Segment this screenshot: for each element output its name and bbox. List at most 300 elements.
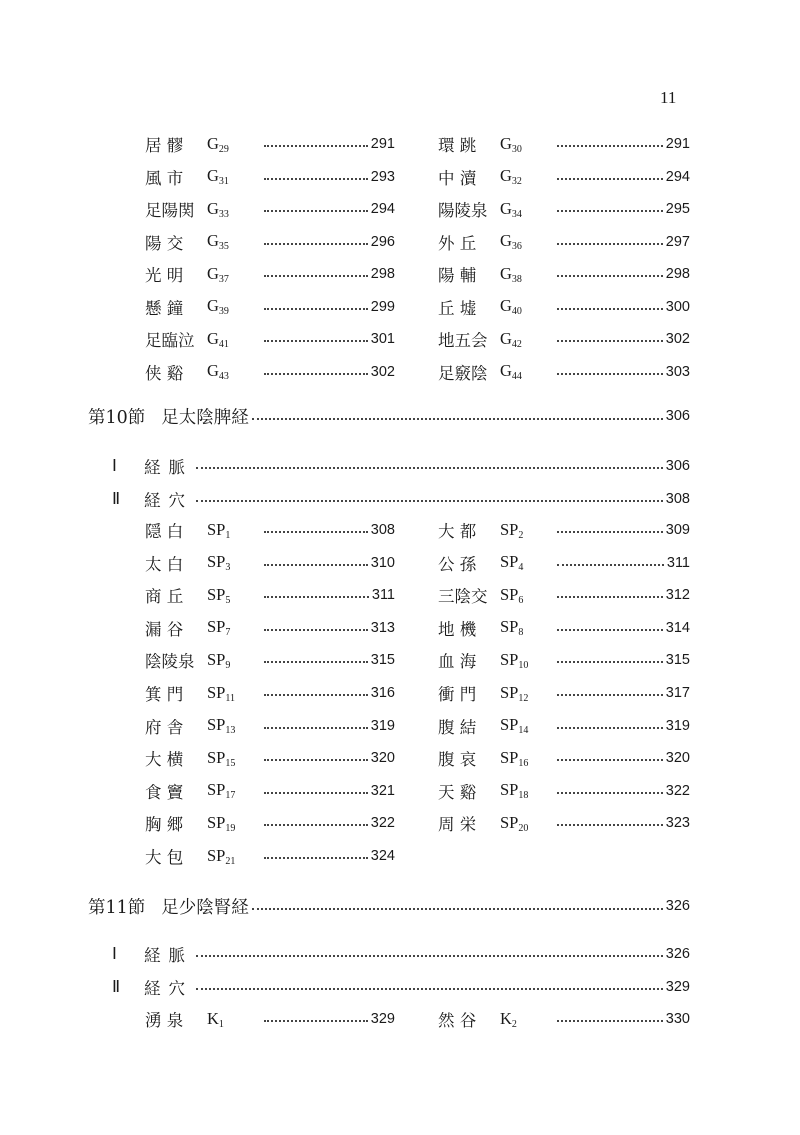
page-ref: 303 bbox=[665, 363, 690, 380]
page-ref: 302 bbox=[665, 331, 690, 347]
acupoint-code-letter: SP bbox=[500, 552, 519, 572]
acupoint-code bbox=[207, 650, 261, 671]
page-ref: 302 bbox=[370, 363, 395, 380]
acupoint-name: 陽 交 bbox=[145, 233, 184, 253]
dot-leader bbox=[196, 500, 663, 502]
toc-entry[interactable] bbox=[145, 616, 395, 640]
acupoint-code-number: 34 bbox=[511, 208, 522, 220]
page-ref: 291 bbox=[665, 136, 690, 152]
dot-leader bbox=[557, 824, 663, 826]
acupoint-code bbox=[207, 329, 261, 350]
dot-leader bbox=[557, 308, 663, 310]
acupoint-code-letter: SP bbox=[500, 617, 519, 637]
acupoint-name: 箕 門 bbox=[145, 685, 184, 704]
toc-entry[interactable] bbox=[145, 230, 395, 254]
toc-entry[interactable] bbox=[438, 746, 690, 770]
subsection-number: Ⅰ bbox=[112, 944, 117, 963]
acupoint-name: 血 海 bbox=[438, 652, 477, 672]
acupoint-code-number: 43 bbox=[218, 371, 229, 382]
acupoint-code-letter: SP bbox=[207, 747, 226, 767]
toc-entry[interactable] bbox=[438, 230, 690, 254]
acupoint-name: 陽 輔 bbox=[438, 266, 477, 285]
acupoint-code-letter: SP bbox=[207, 552, 226, 572]
dot-leader bbox=[264, 661, 368, 663]
dot-leader bbox=[557, 373, 663, 375]
subsection-label: 経脈 bbox=[144, 946, 193, 965]
page-ref: 306 bbox=[665, 408, 690, 424]
subsection-entry[interactable] bbox=[112, 975, 690, 999]
acupoint-code-letter: SP bbox=[500, 812, 519, 832]
acupoint-name: 大 横 bbox=[145, 750, 184, 770]
acupoint-code-letter: K bbox=[500, 1008, 512, 1028]
page-ref: 321 bbox=[370, 782, 395, 799]
acupoint-code bbox=[500, 617, 554, 638]
acupoint-code-number: 5 bbox=[225, 594, 231, 606]
section-title: 足太陰脾経 bbox=[161, 407, 249, 428]
dot-leader bbox=[264, 1020, 368, 1022]
acupoint-code-number: 8 bbox=[518, 627, 524, 639]
acupoint-code bbox=[500, 231, 554, 252]
acupoint-code bbox=[500, 361, 554, 382]
subsection-label: 経脈 bbox=[144, 458, 193, 477]
acupoint-code-letter: G bbox=[207, 361, 219, 380]
acupoint-name: 漏 谷 bbox=[145, 619, 184, 639]
acupoint-code bbox=[207, 585, 261, 606]
acupoint-name: 湧 泉 bbox=[145, 1011, 184, 1030]
page-ref: 313 bbox=[370, 619, 395, 636]
page-ref: 309 bbox=[665, 522, 690, 538]
acupoint-code-letter: G bbox=[207, 133, 219, 153]
acupoint-code-letter: G bbox=[207, 328, 219, 348]
acupoint-code-number: 16 bbox=[518, 757, 529, 769]
acupoint-name: 腹 結 bbox=[438, 717, 477, 737]
acupoint-code-number: 19 bbox=[225, 822, 236, 834]
page-ref: 308 bbox=[665, 490, 690, 507]
toc-entry[interactable] bbox=[145, 811, 395, 835]
dot-leader bbox=[557, 694, 663, 696]
acupoint-code-letter: SP bbox=[207, 617, 226, 637]
dot-leader bbox=[557, 340, 663, 342]
dot-leader bbox=[264, 694, 368, 696]
acupoint-code-number: 4 bbox=[518, 562, 524, 574]
dot-leader bbox=[252, 908, 663, 910]
acupoint-name: 然 谷 bbox=[438, 1011, 477, 1030]
subsection-number: Ⅰ bbox=[112, 456, 117, 475]
acupoint-code-letter: G bbox=[500, 328, 512, 348]
acupoint-code bbox=[500, 683, 554, 704]
acupoint-name: 外 丘 bbox=[438, 233, 477, 253]
acupoint-code bbox=[207, 846, 261, 867]
acupoint-code-letter: SP bbox=[207, 715, 226, 735]
page-ref: 293 bbox=[370, 168, 395, 185]
acupoint-code bbox=[500, 199, 554, 220]
toc-entry[interactable] bbox=[438, 295, 690, 319]
acupoint-code-number: 32 bbox=[511, 176, 522, 187]
page-ref: 323 bbox=[665, 815, 690, 832]
acupoint-code bbox=[207, 780, 261, 801]
acupoint-code bbox=[207, 264, 261, 285]
dot-leader bbox=[557, 596, 663, 598]
page-ref: 311 bbox=[371, 587, 395, 604]
page-ref: 322 bbox=[370, 815, 395, 832]
acupoint-code bbox=[500, 520, 554, 541]
dot-leader bbox=[557, 531, 663, 533]
toc-entry[interactable] bbox=[438, 583, 690, 607]
toc-entry[interactable] bbox=[145, 262, 395, 286]
dot-leader bbox=[264, 243, 368, 245]
acupoint-name: 衝 門 bbox=[438, 685, 477, 704]
acupoint-code-number: 1 bbox=[225, 529, 231, 541]
acupoint-code bbox=[207, 134, 261, 155]
page-ref: 329 bbox=[370, 1011, 395, 1027]
acupoint-name: 太 白 bbox=[145, 554, 184, 574]
acupoint-name: 足竅陰 bbox=[438, 363, 488, 383]
acupoint-code-number: 6 bbox=[518, 594, 524, 606]
toc-entry[interactable] bbox=[438, 779, 690, 803]
dot-leader bbox=[264, 824, 368, 826]
dot-leader bbox=[264, 792, 368, 794]
acupoint-code-letter: G bbox=[500, 296, 512, 315]
acupoint-code-letter: G bbox=[207, 263, 219, 283]
acupoint-code bbox=[207, 1009, 261, 1030]
acupoint-name: 地五会 bbox=[438, 331, 488, 350]
page-number: 11 bbox=[660, 88, 677, 107]
page-ref: 320 bbox=[370, 750, 395, 767]
acupoint-code-letter: SP bbox=[207, 649, 226, 669]
page-ref: 298 bbox=[370, 266, 395, 282]
toc-entry[interactable] bbox=[438, 327, 690, 351]
dot-leader bbox=[264, 596, 369, 598]
acupoint-code bbox=[500, 552, 554, 573]
acupoint-code-letter: SP bbox=[207, 584, 226, 604]
acupoint-code-number: 20 bbox=[518, 822, 529, 834]
page-ref: 308 bbox=[370, 522, 395, 538]
acupoint-name: 大 都 bbox=[438, 522, 477, 541]
toc-entry[interactable] bbox=[145, 648, 395, 672]
subsection-number: Ⅱ bbox=[112, 976, 121, 996]
subsection-label: 経穴 bbox=[144, 490, 193, 510]
dot-leader bbox=[196, 988, 663, 990]
acupoint-code-number: 15 bbox=[225, 757, 236, 769]
page-ref: 316 bbox=[370, 685, 395, 701]
acupoint-code bbox=[207, 552, 261, 573]
acupoint-code-letter: G bbox=[500, 231, 512, 250]
acupoint-code-number: 29 bbox=[218, 143, 229, 155]
page-ref: 300 bbox=[665, 298, 690, 315]
acupoint-code bbox=[500, 748, 554, 769]
dot-leader bbox=[196, 467, 663, 469]
acupoint-name: 風 市 bbox=[145, 168, 184, 188]
acupoint-code-letter: SP bbox=[207, 845, 226, 865]
acupoint-code bbox=[207, 199, 261, 220]
toc-entry[interactable] bbox=[145, 132, 395, 156]
acupoint-code bbox=[500, 715, 554, 736]
acupoint-code-number: 13 bbox=[225, 725, 236, 737]
page-ref: 319 bbox=[370, 717, 395, 734]
acupoint-name: 懸 鐘 bbox=[145, 298, 184, 318]
acupoint-name: 居 髎 bbox=[145, 136, 184, 155]
acupoint-code bbox=[500, 264, 554, 285]
toc-entry[interactable] bbox=[145, 197, 395, 221]
toc-entry[interactable] bbox=[145, 518, 395, 542]
acupoint-code-letter: G bbox=[500, 263, 512, 283]
dot-leader bbox=[252, 418, 663, 420]
acupoint-code-number: 12 bbox=[518, 692, 529, 704]
acupoint-name: 三陰交 bbox=[438, 587, 488, 607]
dot-leader bbox=[264, 857, 368, 859]
acupoint-name: 光 明 bbox=[145, 266, 184, 285]
toc-entry[interactable] bbox=[438, 648, 690, 672]
acupoint-code-number: 36 bbox=[511, 241, 522, 252]
page-ref: 294 bbox=[665, 168, 690, 185]
toc-entry[interactable] bbox=[145, 551, 395, 575]
toc-entry[interactable] bbox=[438, 714, 690, 738]
page-ref: 311 bbox=[666, 554, 690, 571]
acupoint-name: 公 孫 bbox=[438, 554, 477, 574]
acupoint-name: 商 丘 bbox=[145, 587, 184, 607]
acupoint-code-letter: K bbox=[207, 1008, 219, 1028]
page-ref: 324 bbox=[370, 848, 395, 864]
acupoint-code-number: 41 bbox=[218, 338, 229, 350]
dot-leader bbox=[557, 792, 663, 794]
acupoint-code-letter: SP bbox=[500, 519, 519, 539]
acupoint-code bbox=[207, 166, 261, 187]
page-ref: 319 bbox=[665, 717, 690, 734]
acupoint-code-letter: SP bbox=[207, 812, 226, 832]
acupoint-code-letter: SP bbox=[207, 780, 226, 800]
page-ref: 317 bbox=[665, 685, 690, 701]
page-ref: 330 bbox=[665, 1011, 690, 1027]
page-ref: 322 bbox=[665, 782, 690, 799]
acupoint-code-letter: G bbox=[500, 198, 512, 218]
page-ref: 315 bbox=[370, 652, 395, 669]
dot-leader bbox=[557, 564, 664, 566]
acupoint-code-letter: G bbox=[500, 133, 512, 153]
toc-entry[interactable] bbox=[438, 262, 690, 286]
acupoint-name: 陰陵泉 bbox=[145, 652, 195, 672]
acupoint-code-number: 2 bbox=[511, 1018, 517, 1030]
acupoint-code-number: 2 bbox=[518, 529, 524, 541]
acupoint-code bbox=[500, 1009, 554, 1030]
toc-entry[interactable] bbox=[145, 844, 395, 868]
acupoint-name: 地 機 bbox=[438, 619, 477, 639]
dot-leader bbox=[264, 759, 368, 761]
acupoint-code-number: 35 bbox=[218, 241, 229, 252]
dot-leader bbox=[557, 629, 663, 631]
acupoint-code-number: 21 bbox=[225, 855, 236, 867]
toc-entry[interactable] bbox=[438, 811, 690, 835]
toc-entry[interactable] bbox=[145, 327, 395, 351]
acupoint-code bbox=[207, 748, 261, 769]
dot-leader bbox=[264, 531, 368, 533]
dot-leader bbox=[557, 178, 663, 180]
acupoint-name: 隠 白 bbox=[145, 522, 184, 541]
page-ref: 326 bbox=[665, 898, 690, 914]
acupoint-code-letter: SP bbox=[500, 747, 519, 767]
acupoint-code-letter: SP bbox=[500, 682, 519, 702]
page-ref: 294 bbox=[370, 201, 395, 217]
acupoint-code-number: 44 bbox=[511, 371, 522, 382]
subsection-entry[interactable] bbox=[112, 454, 690, 478]
acupoint-code-letter: G bbox=[207, 296, 219, 315]
page-ref: 315 bbox=[665, 652, 690, 669]
section-number: 第10節 bbox=[88, 407, 146, 428]
toc-entry[interactable] bbox=[145, 165, 395, 189]
acupoint-name: 天 谿 bbox=[438, 782, 477, 802]
page-ref: 295 bbox=[665, 201, 690, 217]
acupoint-code-number: 3 bbox=[225, 562, 231, 574]
acupoint-code bbox=[207, 715, 261, 736]
acupoint-code-number: 38 bbox=[511, 273, 522, 285]
acupoint-code-number: 31 bbox=[218, 176, 229, 187]
dot-leader bbox=[264, 727, 368, 729]
dot-leader bbox=[264, 373, 368, 375]
page-ref: 301 bbox=[370, 331, 395, 347]
dot-leader bbox=[264, 178, 368, 180]
toc-entry[interactable] bbox=[438, 518, 690, 542]
dot-leader bbox=[264, 275, 368, 277]
acupoint-name: 丘 墟 bbox=[438, 298, 477, 318]
dot-leader bbox=[264, 210, 368, 212]
acupoint-code-number: 30 bbox=[511, 143, 522, 155]
page-ref: 310 bbox=[370, 554, 395, 571]
acupoint-code-letter: SP bbox=[207, 682, 226, 702]
toc-entry[interactable] bbox=[438, 165, 690, 189]
acupoint-code bbox=[207, 231, 261, 252]
acupoint-code-number: 33 bbox=[218, 208, 229, 220]
page-ref: 329 bbox=[665, 978, 690, 995]
section-number: 第11節 bbox=[88, 897, 146, 918]
dot-leader bbox=[557, 727, 663, 729]
dot-leader bbox=[557, 759, 663, 761]
section-heading[interactable] bbox=[88, 402, 690, 430]
section-heading[interactable] bbox=[88, 892, 690, 920]
acupoint-code-number: 1 bbox=[218, 1018, 224, 1030]
toc-entry[interactable] bbox=[438, 197, 690, 221]
acupoint-code-number: 18 bbox=[518, 790, 529, 802]
acupoint-code-number: 14 bbox=[518, 725, 529, 737]
dot-leader bbox=[264, 340, 368, 342]
acupoint-code bbox=[207, 361, 261, 382]
acupoint-code-letter: G bbox=[207, 231, 219, 250]
toc-entry[interactable] bbox=[145, 779, 395, 803]
dot-leader bbox=[264, 629, 368, 631]
acupoint-name: 胸 郷 bbox=[145, 815, 184, 835]
acupoint-code-letter: G bbox=[207, 166, 219, 185]
acupoint-code-letter: G bbox=[500, 361, 512, 380]
subsection-entry[interactable] bbox=[112, 942, 690, 966]
toc-entry[interactable] bbox=[145, 681, 395, 705]
acupoint-code-letter: SP bbox=[500, 649, 519, 669]
acupoint-code-number: 9 bbox=[225, 659, 231, 671]
page-ref: 291 bbox=[370, 136, 395, 152]
page-ref: 320 bbox=[665, 750, 690, 767]
acupoint-name: 中 瀆 bbox=[438, 168, 477, 188]
toc-entry[interactable] bbox=[438, 681, 690, 705]
acupoint-code-letter: G bbox=[500, 166, 512, 185]
toc-entry[interactable] bbox=[438, 360, 690, 384]
acupoint-name: 足陽関 bbox=[145, 201, 195, 220]
page-ref: 326 bbox=[665, 946, 690, 962]
acupoint-code-number: 11 bbox=[225, 692, 235, 704]
toc-entry[interactable] bbox=[438, 132, 690, 156]
acupoint-name: 大 包 bbox=[145, 848, 184, 867]
dot-leader bbox=[557, 275, 663, 277]
page-ref: 306 bbox=[665, 458, 690, 474]
acupoint-code bbox=[500, 296, 554, 317]
toc-entry[interactable] bbox=[438, 616, 690, 640]
acupoint-code bbox=[500, 329, 554, 350]
page-ref: 299 bbox=[370, 298, 395, 315]
dot-leader bbox=[264, 145, 368, 147]
toc-entry[interactable] bbox=[145, 360, 395, 384]
acupoint-code-letter: SP bbox=[500, 780, 519, 800]
toc-entry[interactable] bbox=[145, 295, 395, 319]
toc-entry[interactable] bbox=[145, 714, 395, 738]
acupoint-code-number: 7 bbox=[225, 627, 231, 639]
subsection-entry[interactable] bbox=[112, 487, 690, 511]
acupoint-name: 食 竇 bbox=[145, 782, 184, 802]
page-ref: 297 bbox=[665, 233, 690, 250]
acupoint-name: 環 跳 bbox=[438, 136, 477, 155]
dot-leader bbox=[264, 308, 368, 310]
acupoint-code bbox=[207, 617, 261, 638]
acupoint-code bbox=[500, 650, 554, 671]
acupoint-code bbox=[207, 520, 261, 541]
dot-leader bbox=[557, 145, 663, 147]
acupoint-name: 足臨泣 bbox=[145, 331, 195, 350]
acupoint-code-letter: G bbox=[207, 198, 219, 218]
dot-leader bbox=[557, 1020, 663, 1022]
acupoint-code-letter: SP bbox=[207, 519, 226, 539]
acupoint-code bbox=[500, 585, 554, 606]
acupoint-name: 周 栄 bbox=[438, 815, 477, 835]
dot-leader bbox=[557, 243, 663, 245]
subsection-number: Ⅱ bbox=[112, 488, 121, 508]
acupoint-code bbox=[207, 813, 261, 834]
toc-entry[interactable] bbox=[145, 746, 395, 770]
acupoint-code-letter: SP bbox=[500, 715, 519, 735]
acupoint-code-letter: SP bbox=[500, 584, 519, 604]
acupoint-code-number: 39 bbox=[218, 306, 229, 317]
dot-leader bbox=[196, 955, 663, 957]
acupoint-code bbox=[500, 134, 554, 155]
toc-entry[interactable] bbox=[145, 1007, 395, 1031]
acupoint-name: 腹 哀 bbox=[438, 750, 477, 770]
dot-leader bbox=[557, 210, 663, 212]
dot-leader bbox=[264, 564, 368, 566]
acupoint-name: 府 舎 bbox=[145, 717, 184, 737]
page-ref: 312 bbox=[665, 587, 690, 604]
section-title: 足少陰腎経 bbox=[161, 897, 249, 918]
acupoint-code bbox=[500, 166, 554, 187]
acupoint-name: 侠 谿 bbox=[145, 363, 184, 383]
acupoint-code bbox=[207, 296, 261, 317]
acupoint-code-number: 10 bbox=[518, 659, 529, 671]
page-ref: 314 bbox=[665, 619, 690, 636]
acupoint-code bbox=[500, 780, 554, 801]
toc-entry[interactable] bbox=[438, 551, 690, 575]
acupoint-code-number: 17 bbox=[225, 790, 236, 802]
acupoint-code-number: 42 bbox=[511, 338, 522, 350]
acupoint-code bbox=[500, 813, 554, 834]
toc-entry[interactable] bbox=[438, 1007, 690, 1031]
page-ref: 296 bbox=[370, 233, 395, 250]
acupoint-code bbox=[207, 683, 261, 704]
acupoint-code-number: 40 bbox=[511, 306, 522, 317]
dot-leader bbox=[557, 661, 663, 663]
toc-entry[interactable] bbox=[145, 583, 395, 607]
